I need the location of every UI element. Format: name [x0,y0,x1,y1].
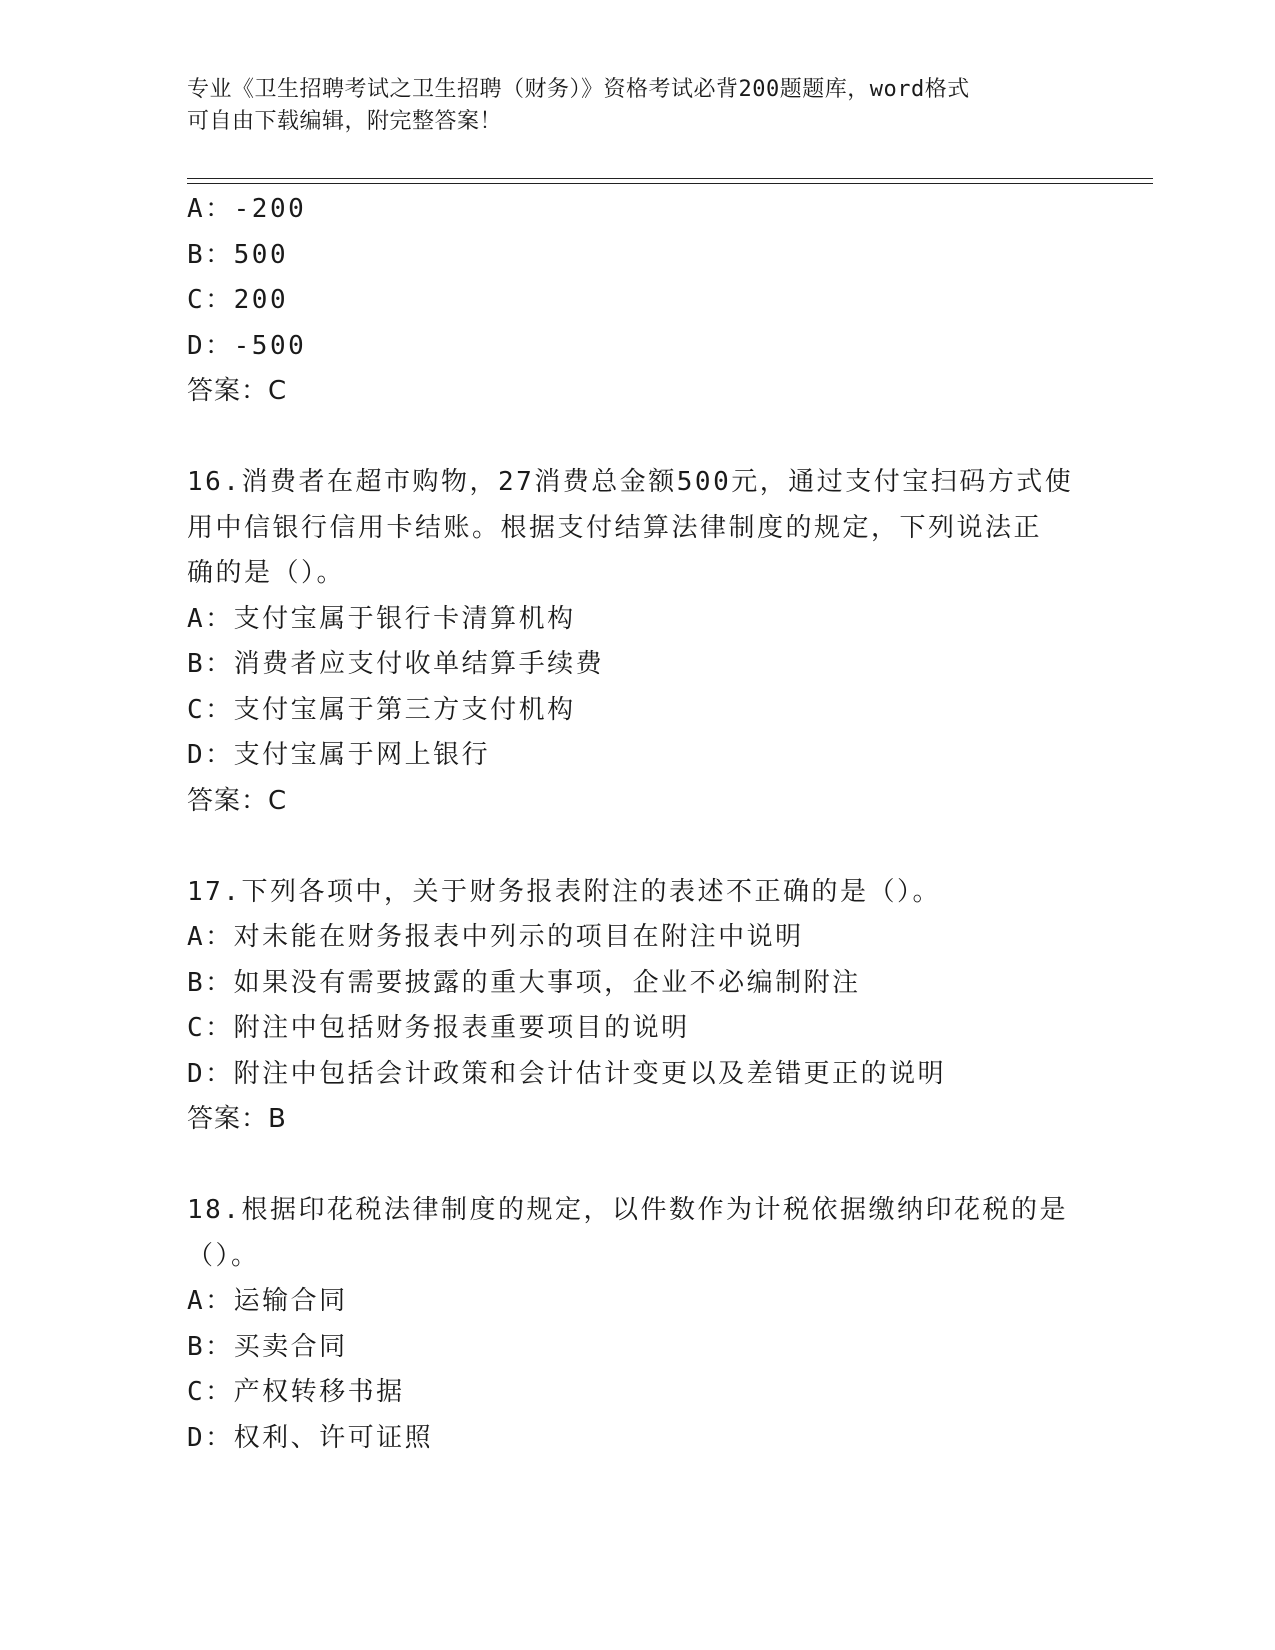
question-text-line-3: 确的是（）。 [187,558,346,588]
option-d: D：附注中包括会计政策和会计估计变更以及差错更正的说明 [187,1058,947,1089]
question-text-line-2: （）。 [187,1240,260,1271]
option-c: C：支付宝属于第三方支付机构 [187,694,576,725]
option-c: C：附注中包括财务报表重要项目的说明 [187,1013,690,1043]
header-line-1: 专业《卫生招聘考试之卫生招聘（财务）》资格考试必背200题题库，word格式 [187,77,970,102]
option-d: D：-500 [187,330,307,361]
question-text-line-1: 18.根据印花税法律制度的规定，以件数作为计税依据缴纳印花税的是 [187,1195,1068,1225]
option-a: A：对未能在财务报表中列示的项目在附注中说明 [187,922,804,952]
document-body [187,187,1087,1461]
question-text-line-1: 17.下列各项中，关于财务报表附注的表述不正确的是（）。 [187,876,941,907]
document-header [187,74,1087,138]
spacer [187,1143,1087,1189]
spacer [187,824,1087,870]
question-17 [187,870,1087,1143]
option-b: B：如果没有需要披露的重大事项，企业不必编制附注 [187,967,861,998]
question-text-line-2: 用中信银行信用卡结账。根据支付结算法律制度的规定，下列说法正 [187,512,1043,543]
question-18 [187,1188,1087,1461]
question-text-line-1: 16.消费者在超市购物，27消费总金额500元，通过支付宝扫码方式使 [187,467,1074,497]
answer: 答案：C [187,785,288,816]
header-line-2: 可自由下载编辑，附完整答案！ [187,109,503,134]
spacer [187,415,1087,461]
option-c: C：产权转移书据 [187,1377,405,1407]
option-a: A：支付宝属于银行卡清算机构 [187,603,576,634]
header-divider [187,178,1153,184]
answer: 答案：C [187,376,288,406]
option-c: C：200 [187,285,289,315]
answer: 答案：B [187,1104,287,1134]
question-15 [187,187,1087,415]
option-a: A：-200 [187,194,307,224]
option-a: A：运输合同 [187,1286,348,1316]
question-16 [187,460,1087,824]
option-b: B：消费者应支付收单结算手续费 [187,649,605,679]
option-b: B：500 [187,239,289,270]
option-b: B：买卖合同 [187,1331,348,1362]
option-d: D：权利、许可证照 [187,1422,434,1453]
option-d: D：支付宝属于网上银行 [187,740,491,770]
